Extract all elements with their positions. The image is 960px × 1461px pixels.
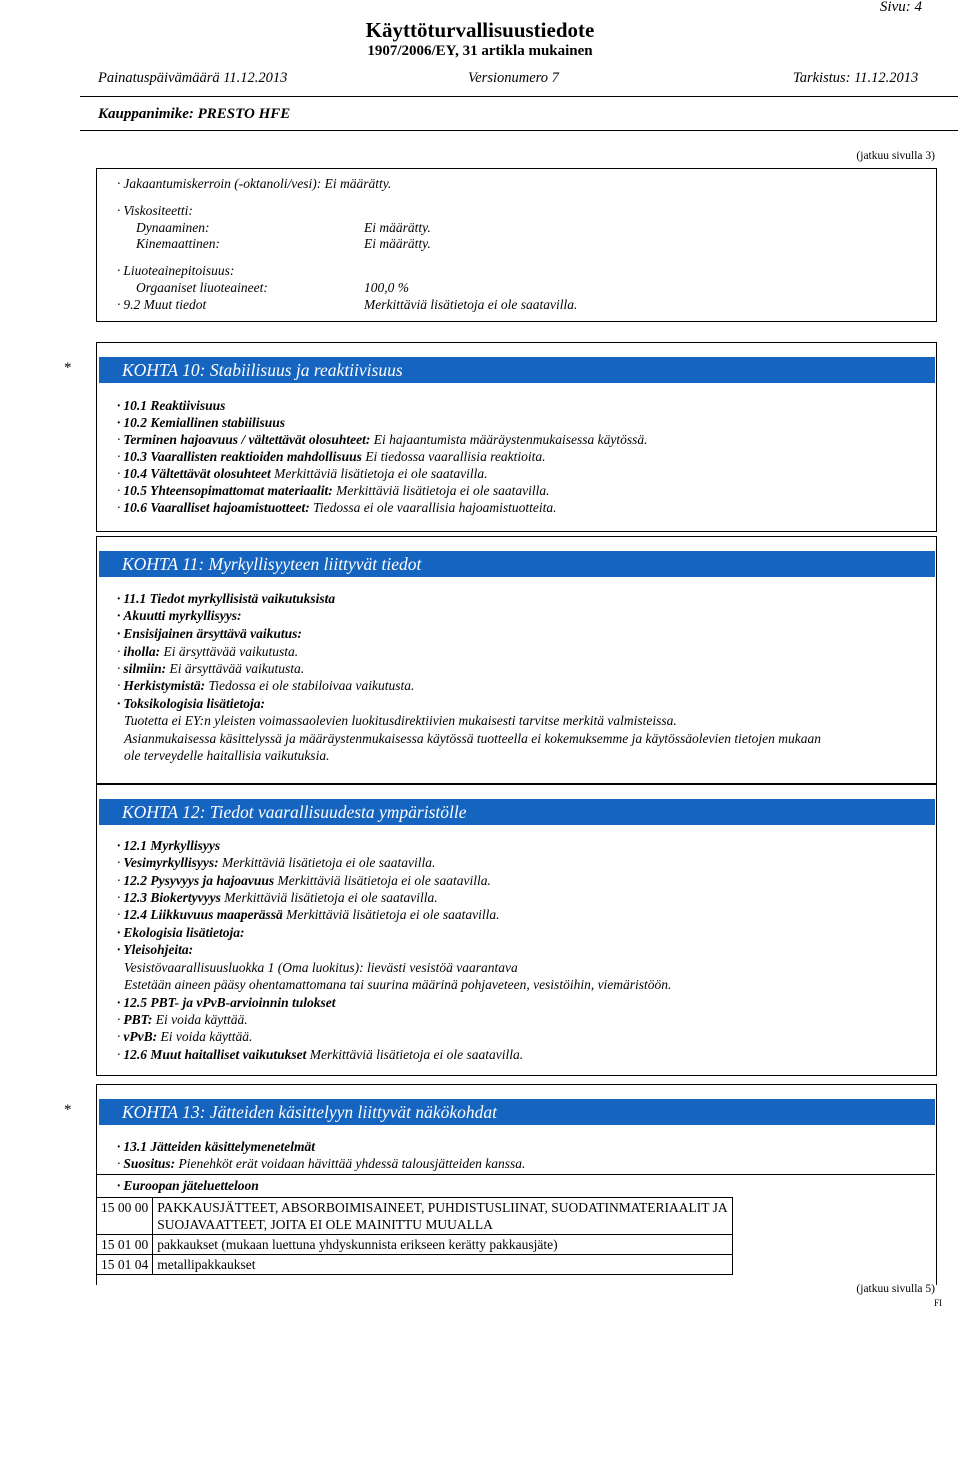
waste-code: 15 01 00 bbox=[97, 1235, 153, 1255]
groundwater-note: Estetään aineen pääsy ohentamattomana tai suurina määrinä pohjaveteen, vesistöihin, viemäristöön. bbox=[124, 977, 672, 992]
table-row bbox=[97, 1198, 733, 1235]
hazardous-reactions: · 10.3 Vaarallisten reaktioiden mahdollisuus Ei tiedossa vaarallisia reaktioita. bbox=[117, 449, 546, 464]
vpvb: · vPvB: Ei voida käyttää. bbox=[117, 1029, 253, 1044]
other-info-label: · 9.2 Muut tiedot bbox=[117, 297, 207, 312]
sensitisation: · Herkistymistä: Tiedossa ei ole stabiloivaa vaikutusta. bbox=[117, 678, 415, 693]
page-number: Sivu: 4 bbox=[879, 0, 922, 15]
waste-list-divider bbox=[96, 1174, 935, 1175]
document-title: Käyttöturvallisuustiedote bbox=[365, 18, 595, 42]
ecotoxicity: · 12.1 Myrkyllisyys bbox=[117, 838, 221, 853]
section-11-title: KOHTA 11: Myrkyllisyyteen liittyvät tiedot bbox=[99, 551, 935, 577]
waste-code: 15 00 00 bbox=[97, 1198, 153, 1235]
toxicological-effects: · 11.1 Tiedot myrkyllisistä vaikutuksista bbox=[117, 591, 336, 606]
trade-name: Kauppanimike: PRESTO HFE bbox=[98, 106, 291, 122]
continued-to: (jatkuu sivulla 5) bbox=[856, 1283, 935, 1295]
solvent-label: · Liuoteainepitoisuus: bbox=[117, 263, 235, 278]
toxicology-text-2a: Asianmukaisessa käsittelyssä ja määräystenmukaisessa käytössä tuotteella ei kokemuksemme ja käytössäolevien tietojen mukaan bbox=[124, 731, 821, 746]
primary-irritant-effect: · Ensisijainen ärsyttävä vaikutus: bbox=[117, 626, 302, 641]
kinematic-value: Ei määrätty. bbox=[364, 236, 431, 251]
waste-description: PAKKAUSJÄTTEET, ABSORBOIMISAINEET, PUHDISTUSLIINAT, SUODATINMATERIAALIT JA SUOJAVAATTEET, JOITA EI OLE MAINITTU MUUALLA bbox=[153, 1198, 732, 1235]
version-number: Versionumero 7 bbox=[468, 70, 559, 86]
header-rule-2 bbox=[80, 130, 958, 131]
dynamic-value: Ei määrätty. bbox=[364, 220, 431, 235]
organic-label: Orgaaniset liuoteaineet: bbox=[136, 280, 268, 295]
dynamic-label: Dynaaminen: bbox=[136, 220, 210, 235]
chemical-stability: · 10.2 Kemiallinen stabiilisuus bbox=[117, 415, 286, 430]
ecological-additional: · Ekologisia lisätietoja: bbox=[117, 925, 245, 940]
toxicology-additional: · Toksikologisia lisätietoja: bbox=[117, 696, 266, 711]
reactivity: · 10.1 Reaktiivisuus bbox=[117, 398, 226, 413]
print-date: Painatuspäivämäärä 11.12.2013 bbox=[98, 70, 288, 86]
decomposition-products: · 10.6 Vaaralliset hajoamistuotteet: Tiedossa ei ole vaarallisia hajoamistuotteita. bbox=[117, 500, 557, 515]
waste-description: pakkaukset (mukaan luettuna yhdyskunnista erikseen kerätty pakkausjäte) bbox=[153, 1235, 732, 1255]
waste-treatment-methods: · 13.1 Jätteiden käsittelymenetelmät bbox=[117, 1139, 315, 1154]
water-hazard-class: Vesistövaarallisuusluokka 1 (Oma luokitus): lievästi vesistöä vaarantava bbox=[124, 960, 518, 975]
bioaccumulation: · 12.3 Biokertyvyys Merkittäviä lisätietoja ei ole saatavilla. bbox=[117, 890, 438, 905]
soil-mobility: · 12.4 Liikkuvuus maaperässä Merkittäviä lisätietoja ei ole saatavilla. bbox=[117, 907, 500, 922]
pbt: · PBT: Ei voida käyttää. bbox=[117, 1012, 248, 1027]
other-adverse-effects: · 12.6 Muut haitalliset vaikutukset Merkittäviä lisätietoja ei ole saatavilla. bbox=[117, 1047, 524, 1062]
waste-description: metallipakkaukset bbox=[153, 1255, 732, 1275]
persistence: · 12.2 Pysyvyys ja hajoavuus Merkittäviä lisätietoja ei ole saatavilla. bbox=[117, 873, 491, 888]
table-row bbox=[97, 1235, 733, 1255]
aquatic-toxicity: · Vesimyrkyllisyys: Merkittäviä lisätietoja ei ole saatavilla. bbox=[117, 855, 436, 870]
kinematic-label: Kinemaattinen: bbox=[136, 236, 220, 251]
revision-date: Tarkistus: 11.12.2013 bbox=[793, 70, 919, 86]
eye-effect: · silmiin: Ei ärsyttävää vaikutusta. bbox=[117, 661, 305, 676]
other-info-value: Merkittäviä lisätietoja ei ole saatavilla. bbox=[364, 297, 578, 312]
european-waste-catalogue: · Euroopan jäteluetteloon bbox=[117, 1178, 259, 1193]
thermal-decomposition: · Terminen hajoavuus / vältettävät olosuhteet: Ei hajaantumista määräystenmukaisessa käytössä. bbox=[117, 432, 648, 447]
table-row bbox=[97, 1255, 733, 1275]
waste-code: 15 01 04 bbox=[97, 1255, 153, 1275]
incompatible-materials: · 10.5 Yhteensopimattomat materiaalit: Merkittäviä lisätietoja ei ole saatavilla. bbox=[117, 483, 550, 498]
viscosity-label: · Viskositeetti: bbox=[117, 203, 193, 218]
section-12-title: KOHTA 12: Tiedot vaarallisuudesta ympäristölle bbox=[99, 799, 935, 825]
skin-effect: · iholla: Ei ärsyttävää vaikutusta. bbox=[117, 644, 299, 659]
section-13-title: KOHTA 13: Jätteiden käsittelyyn liittyvät näkökohdat bbox=[99, 1099, 935, 1125]
continued-from: (jatkuu sivulla 3) bbox=[856, 150, 935, 162]
header-rule bbox=[80, 96, 958, 97]
acute-toxicity: · Akuutti myrkyllisyys: bbox=[117, 608, 242, 623]
pbt-vpvb-results: · 12.5 PBT- ja vPvB-arvioinnin tulokset bbox=[117, 995, 336, 1010]
recommendation: · Suositus: Pienehköt erät voidaan hävittää yhdessä talousjätteiden kanssa. bbox=[117, 1156, 526, 1171]
section-10-star: * bbox=[64, 360, 72, 376]
general-notes: · Yleisohjeita: bbox=[117, 942, 194, 957]
organic-value: 100,0 % bbox=[364, 280, 409, 295]
waste-code-table bbox=[96, 1197, 733, 1275]
partition-coefficient: · Jakaantumiskerroin (-oktanoli/vesi): Ei määrätty. bbox=[117, 176, 392, 191]
section-10-title: KOHTA 10: Stabiilisuus ja reaktiivisuus bbox=[99, 357, 935, 383]
toxicology-text-1: Tuotetta ei EY:n yleisten voimassaolevien luokitusdirektiivien mukaisesti tarvitse merkitä valmisteissa. bbox=[124, 713, 677, 728]
document-subtitle: 1907/2006/EY, 31 artikla mukainen bbox=[367, 43, 593, 59]
conditions-to-avoid: · 10.4 Vältettävät olosuhteet Merkittäviä lisätietoja ei ole saatavilla. bbox=[117, 466, 488, 481]
section-13-star: * bbox=[64, 1102, 72, 1118]
language-code: FI bbox=[934, 1298, 943, 1308]
toxicology-text-2b: ole terveydelle haitallisia vaikutuksia. bbox=[124, 748, 330, 763]
